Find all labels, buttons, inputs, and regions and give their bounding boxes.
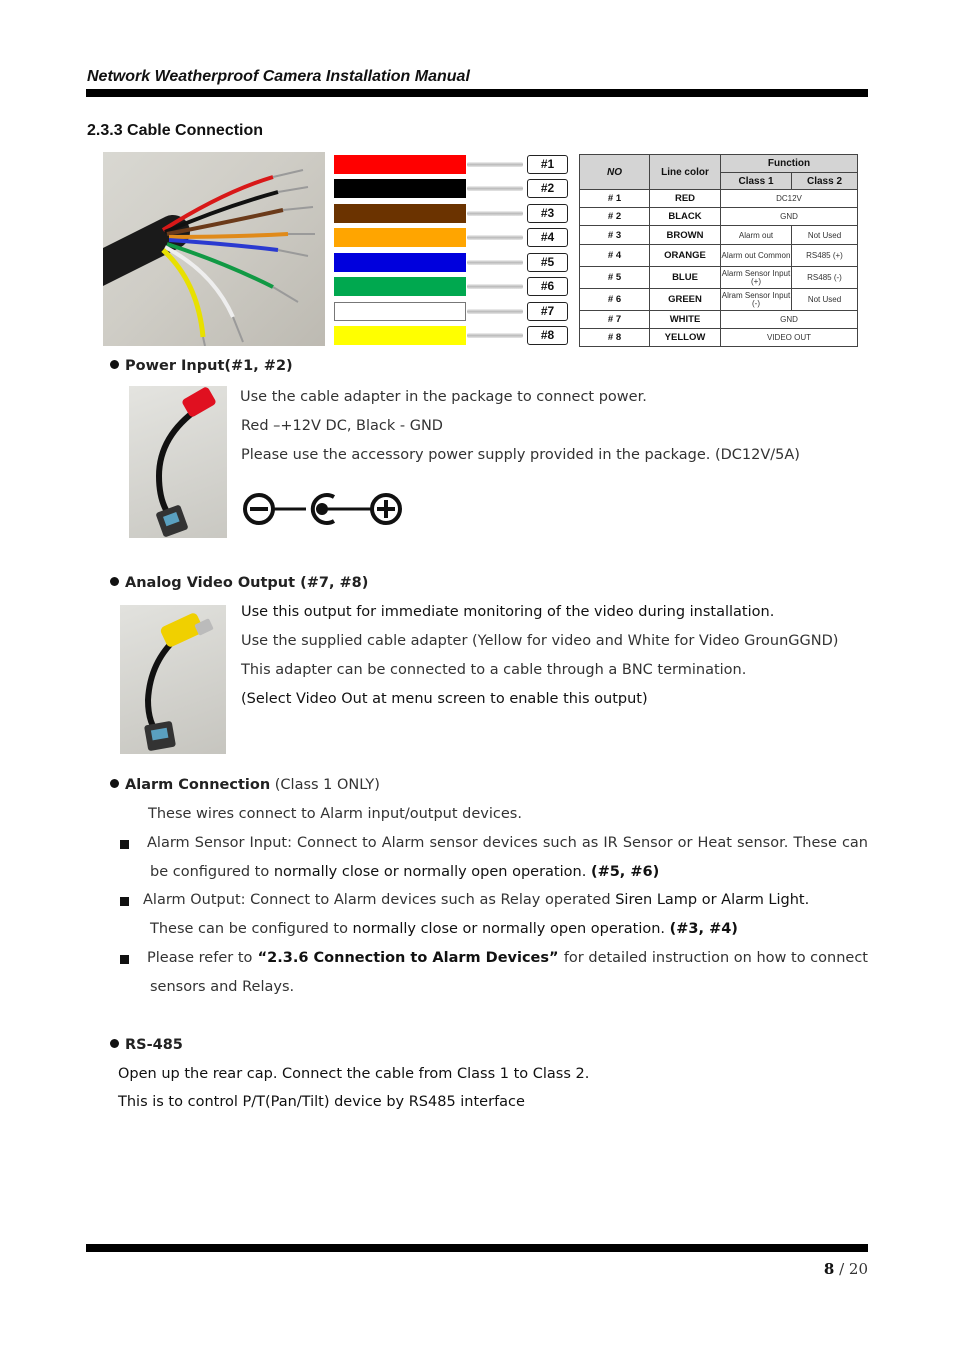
section-title: 2.3.3 Cable Connection (87, 122, 264, 139)
cell-class2: Not Used (792, 289, 858, 311)
page-total: / 20 (834, 1260, 868, 1278)
cell-color: BLUE (650, 267, 721, 289)
alarm-title-suffix: (Class 1 ONLY) (270, 777, 380, 793)
cell-no: # 3 (580, 226, 650, 245)
alarm-heading (110, 777, 380, 793)
dc-polarity-icon (242, 490, 404, 528)
table-row (580, 190, 858, 208)
alarm-item-1-line-2 (150, 864, 659, 880)
cell-class1: Alarm out (721, 226, 792, 245)
table-row (580, 289, 858, 311)
cell-no: # 1 (580, 190, 650, 208)
cell-no: # 2 (580, 208, 650, 226)
th-line-color: Line color (650, 155, 721, 190)
alarm-intro: These wires connect to Alarm input/output devices. (148, 806, 522, 822)
square-bullet-icon (120, 897, 129, 906)
cell-function: GND (721, 311, 858, 329)
cell-no: # 6 (580, 289, 650, 311)
header-title: Network Weatherproof Camera Installation Manual (87, 68, 470, 85)
alarm-item-1-mode: normally close or normally open operation. (273, 864, 591, 880)
alarm-item-1-text: be configured to (150, 864, 274, 880)
cable-photo-illustration (103, 152, 325, 346)
video-line-3: This adapter can be connected to a cable through a BNC termination. (241, 662, 747, 678)
power-line-1: Use the cable adapter in the package to connect power. (240, 389, 647, 405)
header-rule (86, 89, 868, 97)
wire-stub (467, 260, 523, 265)
power-line-3: Please use the accessory power supply provided in the package. (DC12V/5A) (241, 447, 800, 463)
bullet-icon (110, 577, 119, 586)
video-line-4: (Select Video Out at menu screen to enable this output) (241, 691, 648, 707)
th-no: NO (580, 155, 650, 190)
th-class1: Class 1 (721, 173, 792, 190)
table-row (580, 245, 858, 267)
cell-class1: Alarm Sensor Input (+) (721, 267, 792, 289)
table-row (580, 226, 858, 245)
cable-photo (103, 152, 325, 346)
page-number (824, 1260, 868, 1278)
video-line-1: Use this output for immediate monitoring of the video during installation. (241, 604, 775, 620)
video-output-heading (110, 575, 368, 591)
cell-no: # 4 (580, 245, 650, 267)
power-adapter-photo (129, 386, 227, 538)
cell-color: BROWN (650, 226, 721, 245)
power-line-2: Red –+12V DC, Black - GND (241, 418, 443, 434)
cell-color: WHITE (650, 311, 721, 329)
alarm-item-3-line-2: sensors and Relays. (150, 979, 295, 995)
wire-bar-2 (334, 179, 466, 198)
power-input-heading (110, 358, 293, 374)
square-bullet-icon (120, 955, 129, 964)
wire-bar-1 (334, 155, 466, 174)
wire-tag-7: #7 (527, 302, 568, 321)
alarm-item-2-line-2 (150, 921, 738, 937)
cell-function: VIDEO OUT (721, 329, 858, 347)
cell-no: # 7 (580, 311, 650, 329)
power-adapter-illustration (129, 386, 227, 538)
wire-bar-7 (334, 302, 466, 321)
wire-bar-3 (334, 204, 466, 223)
th-class2: Class 2 (792, 173, 858, 190)
alarm-item-2-text: Alarm Output: Connect to Alarm devices such as Relay operated (143, 892, 616, 908)
wire-bar-6 (334, 277, 466, 296)
cell-color: GREEN (650, 289, 721, 311)
table-row (580, 208, 858, 226)
cell-class2: RS485 (-) (792, 267, 858, 289)
bullet-icon (110, 1039, 119, 1048)
alarm-item-2-wires: (#3, #4) (669, 921, 738, 937)
wire-stub (467, 235, 523, 240)
cell-function: DC12V (721, 190, 858, 208)
rs485-title: RS-485 (125, 1037, 183, 1053)
cell-function: GND (721, 208, 858, 226)
wire-function-table (579, 154, 858, 347)
wire-tag-2: #2 (527, 179, 568, 198)
cell-no: # 5 (580, 267, 650, 289)
alarm-item-2-devices: Siren Lamp or Alarm Light. (615, 892, 810, 908)
alarm-item-2-mode: normally close or normally open operation. (352, 921, 670, 937)
alarm-item-3-line-1 (147, 950, 868, 966)
wire-stub (467, 186, 523, 191)
table-row (580, 267, 858, 289)
cell-color: RED (650, 190, 721, 208)
cell-color: ORANGE (650, 245, 721, 267)
alarm-item-3-text: Please refer to (147, 950, 253, 966)
wire-bar-4 (334, 228, 466, 247)
wire-bar-5 (334, 253, 466, 272)
square-bullet-icon (120, 840, 129, 849)
alarm-title: Alarm Connection (125, 777, 271, 793)
video-line-2: Use the supplied cable adapter (Yellow for video and White for Video GrounGGND) (241, 633, 839, 649)
cell-no: # 8 (580, 329, 650, 347)
alarm-item-2-config: These can be configured to (150, 921, 353, 937)
alarm-item-1-wires: (#5, #6) (590, 864, 660, 880)
wire-stub (467, 284, 523, 289)
video-adapter-photo (120, 605, 226, 754)
table-row (580, 311, 858, 329)
cell-class2: RS485 (+) (792, 245, 858, 267)
wire-tag-6: #6 (527, 277, 568, 296)
wire-stub (467, 211, 523, 216)
rs485-line-2: This is to control P/T(Pan/Tilt) device by RS485 interface (118, 1094, 525, 1110)
wire-tag-8: #8 (527, 326, 568, 345)
rs485-heading (110, 1037, 183, 1053)
th-function: Function (721, 155, 858, 173)
alarm-item-1-line-1: Alarm Sensor Input: Connect to Alarm sensor devices such as IR Sensor or Heat sensor. These can (147, 835, 868, 851)
bullet-icon (110, 360, 119, 369)
bullet-icon (110, 779, 119, 788)
power-input-title: Power Input(#1, #2) (125, 358, 293, 374)
video-adapter-illustration (120, 605, 226, 754)
table-row (580, 329, 858, 347)
wire-tag-5: #5 (527, 253, 568, 272)
wire-tag-4: #4 (527, 228, 568, 247)
wire-stub (467, 162, 523, 167)
rs485-line-1: Open up the rear cap. Connect the cable from Class 1 to Class 2. (118, 1066, 590, 1082)
wire-bar-8 (334, 326, 466, 345)
cell-class1: Alram Sensor Input (-) (721, 289, 792, 311)
wire-tag-3: #3 (527, 204, 568, 223)
video-output-title: Analog Video Output (#7, #8) (125, 575, 369, 591)
footer-rule (86, 1244, 868, 1252)
wire-stub (467, 333, 523, 338)
wire-tag-1: #1 (527, 155, 568, 174)
alarm-item-3-rest: for detailed instruction on how to connect (563, 950, 868, 966)
wire-stub (467, 309, 523, 314)
cell-color: YELLOW (650, 329, 721, 347)
cell-class1: Alarm out Common (721, 245, 792, 267)
alarm-item-3-reference-link[interactable]: “2.3.6 Connection to Alarm Devices” (257, 950, 559, 966)
cell-color: BLACK (650, 208, 721, 226)
page-current: 8 (823, 1260, 835, 1278)
alarm-item-2-line-1 (143, 892, 809, 908)
cell-class2: Not Used (792, 226, 858, 245)
